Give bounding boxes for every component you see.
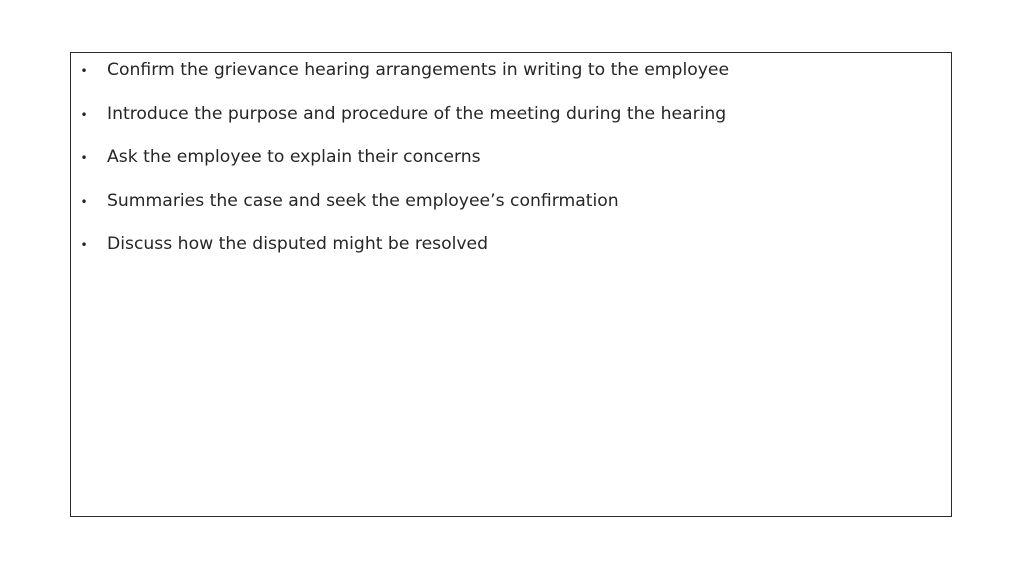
bullet-icon: • — [80, 151, 88, 165]
bullet-icon: • — [80, 107, 88, 122]
list-item-text: Introduce the purpose and procedure of the meeting during the hearing — [107, 103, 727, 124]
list-item — [71, 190, 951, 234]
list-item-text: Ask the employee to explain their concerns — [107, 147, 481, 167]
list-item — [71, 103, 951, 147]
list-item-text: Summaries the case and seek the employee’s confirmation — [107, 190, 619, 211]
list-item-text: Discuss how the disputed might be resolved — [107, 234, 489, 254]
list-item — [71, 59, 951, 103]
list-item — [71, 233, 951, 277]
bullet-icon: • — [80, 64, 88, 78]
bullet-icon: • — [80, 194, 88, 209]
content-box — [70, 52, 952, 517]
list-item — [71, 146, 951, 190]
bullet-list — [71, 59, 951, 277]
list-item-text: Confirm the grievance hearing arrangements in writing to the employee — [107, 60, 730, 80]
bullet-icon: • — [80, 238, 88, 252]
